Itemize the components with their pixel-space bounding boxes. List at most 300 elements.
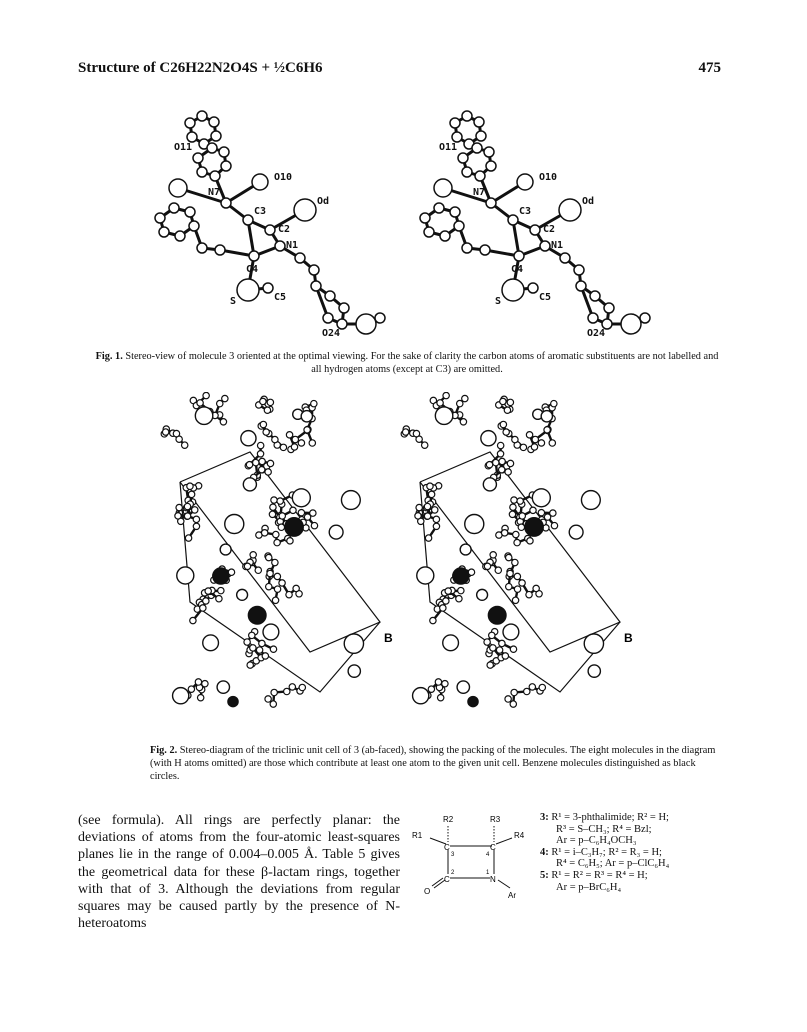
atom [173, 430, 179, 436]
atom [184, 503, 190, 509]
formula-atom-c3: C [444, 843, 450, 852]
atom [454, 221, 464, 231]
atom [529, 684, 535, 690]
atom [533, 585, 539, 591]
atom [249, 251, 259, 261]
formula-num-2: 2 [451, 870, 455, 876]
atom [265, 469, 271, 475]
atom [250, 645, 256, 651]
atom [266, 583, 272, 589]
atom [222, 395, 228, 401]
compound-4 [540, 847, 669, 870]
atom [538, 440, 544, 446]
atom [185, 535, 191, 541]
atom [311, 281, 321, 291]
formula-num-1: 1 [486, 870, 490, 876]
atom [502, 279, 524, 301]
atom [255, 567, 261, 573]
atom [497, 442, 503, 448]
atom [499, 640, 505, 646]
atom [272, 559, 278, 565]
atom [220, 419, 226, 425]
atom [193, 516, 199, 522]
atom [356, 314, 376, 334]
atom [527, 538, 533, 544]
atom [211, 131, 221, 141]
compound-5 [540, 870, 669, 893]
atom [323, 313, 333, 323]
atom [375, 313, 385, 323]
compound-number: 4: [540, 846, 549, 858]
atom [432, 507, 438, 513]
atom [295, 253, 305, 263]
ring [301, 411, 312, 422]
ring [457, 681, 469, 693]
atom [489, 632, 495, 638]
atom [209, 117, 219, 127]
atom [187, 483, 193, 489]
atom [497, 451, 503, 457]
atom [539, 684, 545, 690]
formula-label-r2: R2 [443, 815, 454, 824]
ring [483, 478, 496, 491]
compound-line: R⁴ = C₆H₅; Ar = p–ClC₆H₄ [556, 858, 670, 870]
atom [476, 131, 486, 141]
atom [264, 407, 270, 413]
atom [510, 701, 516, 707]
atom [504, 407, 510, 413]
atom [260, 398, 266, 404]
formula-label-r4: R4 [514, 831, 525, 840]
atom [511, 497, 517, 503]
atom [486, 161, 496, 171]
ring [588, 665, 600, 677]
atom-label: O10 [274, 172, 293, 183]
ring [481, 431, 496, 446]
ring [417, 567, 434, 584]
atom [474, 117, 484, 127]
atom [159, 227, 169, 237]
atom [588, 313, 598, 323]
atom [430, 617, 436, 623]
atom [559, 199, 581, 221]
atom [434, 179, 452, 197]
atom [244, 639, 250, 645]
atom [155, 213, 165, 223]
atom [437, 694, 443, 700]
atom-label: N7 [473, 187, 486, 198]
atom [261, 530, 267, 536]
atom [221, 161, 231, 171]
ring [241, 431, 256, 446]
atom [304, 427, 310, 433]
atom [246, 462, 252, 468]
atom-label: C3 [519, 206, 532, 217]
atom [237, 279, 259, 301]
ring [503, 624, 519, 640]
atom [510, 646, 516, 652]
atom [273, 531, 279, 537]
ring [541, 411, 552, 422]
atom [274, 573, 280, 579]
ring [443, 635, 459, 651]
atom [293, 585, 299, 591]
page-number: 475 [698, 60, 721, 76]
atom-label: C4 [246, 264, 259, 275]
atom [184, 513, 190, 519]
ring [465, 514, 484, 533]
atom [512, 436, 518, 442]
running-title: Structure of C26H22N2O4S + ½C6H6 [78, 60, 323, 76]
atom-label: O11 [174, 142, 193, 153]
atom [428, 686, 434, 692]
atom [260, 421, 266, 427]
atom [574, 265, 584, 275]
atom [277, 498, 283, 504]
ring [569, 525, 583, 539]
atom-label: S [495, 296, 502, 307]
atom [514, 573, 520, 579]
atom [197, 694, 203, 700]
atom [284, 688, 290, 694]
atom [176, 504, 182, 510]
atom [496, 647, 502, 653]
formula-atom-c4: C [490, 843, 496, 852]
ring [581, 491, 600, 510]
atom [526, 591, 532, 597]
atom [325, 291, 335, 301]
axis-label-b: B [624, 631, 633, 645]
atom [291, 444, 297, 450]
atom [275, 241, 285, 251]
figure-1-drawing [140, 98, 670, 348]
benzene-molecule [228, 697, 238, 707]
atom [416, 504, 422, 510]
atom-label: C3 [254, 206, 267, 217]
atom [286, 591, 292, 597]
ring [532, 489, 550, 507]
atom [270, 646, 276, 652]
atom [512, 597, 518, 603]
atom [425, 535, 431, 541]
atom [193, 523, 199, 529]
atom [462, 395, 468, 401]
atom [185, 207, 195, 217]
ring [477, 589, 488, 600]
atom [169, 179, 187, 197]
atom-label: C2 [543, 224, 556, 235]
atom-label: C5 [539, 292, 552, 303]
ring [329, 525, 343, 539]
atom [188, 686, 194, 692]
atom [266, 554, 272, 560]
atom [621, 314, 641, 334]
benzene-molecule [213, 568, 229, 584]
ring [243, 478, 256, 491]
atom [278, 524, 284, 530]
atom [532, 436, 538, 442]
atom [498, 466, 504, 472]
atom [269, 511, 275, 517]
ring [237, 589, 248, 600]
figure-2-caption-label: Fig. 2. [150, 745, 178, 756]
ring [220, 544, 231, 555]
atom [519, 513, 525, 519]
atom [287, 538, 293, 544]
atom [506, 583, 512, 589]
atom [434, 203, 444, 213]
atom [187, 132, 197, 142]
atom [435, 679, 441, 685]
atom [551, 400, 557, 406]
atom [203, 598, 209, 604]
atom [440, 231, 450, 241]
benzene-molecule [453, 568, 469, 584]
atom [538, 509, 544, 515]
atom [162, 429, 168, 435]
atom [415, 513, 421, 519]
axis-label-b: B [384, 631, 393, 645]
atom [272, 597, 278, 603]
compound-line: R¹ = R² = R³ = R⁴ = H; [551, 869, 648, 881]
atom [259, 458, 265, 464]
atom [520, 444, 526, 450]
figure-2-drawing [150, 392, 650, 732]
benzene-molecule [468, 697, 478, 707]
atom [517, 174, 533, 190]
atom [267, 399, 273, 405]
atom-label: O10 [539, 172, 558, 183]
atom [210, 171, 220, 181]
atom [298, 509, 304, 515]
atom-label: Od [317, 196, 330, 207]
atom [518, 524, 524, 530]
ring [177, 567, 194, 584]
atom [490, 552, 496, 558]
atom [289, 684, 295, 690]
ring [173, 688, 189, 704]
formula-drawing [410, 808, 530, 908]
unit-cell-edge [180, 452, 380, 652]
atom [526, 432, 532, 438]
atom-label: N1 [551, 240, 564, 251]
atom [197, 111, 207, 121]
benzene-molecule [285, 518, 303, 536]
atom [270, 504, 276, 510]
atom [458, 153, 468, 163]
atom [499, 458, 505, 464]
benzene-molecule [248, 606, 266, 624]
atom [262, 653, 268, 659]
atom [512, 559, 518, 565]
atom [486, 462, 492, 468]
ring [217, 681, 229, 693]
atom [519, 580, 525, 586]
atom-label: O24 [322, 328, 341, 339]
atom-label: C5 [274, 292, 287, 303]
atom [475, 171, 485, 181]
atom-label: C2 [278, 224, 291, 235]
ring [292, 489, 310, 507]
atom [185, 118, 195, 128]
atom [531, 444, 537, 450]
atom [484, 563, 490, 569]
atom [249, 632, 255, 638]
atom [292, 436, 298, 442]
atom-label: N7 [208, 187, 221, 198]
atom [486, 198, 496, 208]
formula-atom-c2: C [444, 875, 450, 884]
ring [460, 544, 471, 555]
atom [267, 570, 273, 576]
compound-line: Ar = p–C₆H₄OCH₃ [556, 835, 637, 847]
atom [550, 510, 556, 516]
atom [505, 469, 511, 475]
figure-2-caption [150, 744, 720, 783]
atom [265, 696, 271, 702]
atom [258, 466, 264, 472]
ring [344, 634, 363, 653]
atom [294, 199, 316, 221]
atom [207, 143, 217, 153]
atom [460, 419, 466, 425]
atom [290, 507, 296, 513]
ring [225, 514, 244, 533]
atom [440, 605, 446, 611]
atom [437, 400, 443, 406]
atom [243, 215, 253, 225]
atom-label: O11 [439, 142, 458, 153]
atom [457, 400, 463, 406]
atom [428, 491, 434, 497]
atom [270, 701, 276, 707]
atom [420, 213, 430, 223]
atom [513, 531, 519, 537]
atom [540, 241, 550, 251]
compound-list [540, 812, 669, 893]
atom [216, 596, 222, 602]
atom [193, 153, 203, 163]
atom [604, 303, 614, 313]
atom [339, 303, 349, 313]
ring [348, 665, 360, 677]
atom [274, 586, 280, 592]
atom [200, 605, 206, 611]
ring [413, 688, 429, 704]
atom [182, 442, 188, 448]
atom [462, 167, 472, 177]
atom [217, 400, 223, 406]
atom [462, 111, 472, 121]
figure-1-caption-text: Stereo-view of molecule 3 oriented at the optimal viewing. For the sake of clarity the carbon atoms of aromatic substituents are not labelled and all hydrogen atoms (except at C3) are omitted. [125, 351, 719, 375]
atom [257, 442, 263, 448]
ring [203, 635, 219, 651]
atom [508, 215, 518, 225]
atom [510, 504, 516, 510]
atom [205, 588, 211, 594]
atom [530, 225, 540, 235]
atom [197, 167, 207, 177]
atom [507, 399, 513, 405]
atom [500, 421, 506, 427]
compound-line: R³ = S–CH₃; R⁴ = Bzl; [556, 823, 652, 835]
formula-label-r1: R1 [412, 831, 423, 840]
ring [263, 624, 279, 640]
figure-1-caption [92, 350, 722, 376]
atom [500, 398, 506, 404]
atom [274, 539, 280, 545]
atom [422, 442, 428, 448]
atom [271, 689, 277, 695]
atom [413, 430, 419, 436]
formula-atom-o: O [424, 887, 431, 896]
atom [551, 522, 557, 528]
atom [263, 283, 273, 293]
figure-1-caption-label: Fig. 1. [95, 351, 123, 362]
atom [169, 203, 179, 213]
figure-2-stereo-packing [150, 392, 650, 732]
atom [514, 586, 520, 592]
atom [252, 174, 268, 190]
atom [502, 653, 508, 659]
atom [259, 640, 265, 646]
body-paragraph: (see formula). All rings are perfectly planar: the deviations of atoms from the four-atomic least-squares planes lie in the range of 0.004–0.005 Å. Table 5 gives the geometrical data for these β-lactam rings, together with that of 3. Although the deviations from regular squares may be caused partly by the presence of N-heteroatoms [78, 813, 400, 932]
beta-lactam-formula [410, 808, 530, 913]
atom-label: Od [582, 196, 595, 207]
atom [271, 497, 277, 503]
atom [215, 245, 225, 255]
atom [433, 516, 439, 522]
compound-3 [540, 812, 669, 847]
formula-num-4: 4 [486, 852, 490, 858]
formula-atom-n1: N [490, 875, 496, 884]
atom [188, 491, 194, 497]
atom [279, 513, 285, 519]
compound-number: 5: [540, 869, 549, 881]
atom [433, 523, 439, 529]
atom [218, 587, 224, 593]
compound-number: 3: [540, 812, 549, 823]
ring [584, 634, 603, 653]
atom [195, 679, 201, 685]
atom [256, 647, 262, 653]
atom [524, 688, 530, 694]
atom [450, 207, 460, 217]
atom-label: N1 [286, 240, 299, 251]
atom-label: O24 [587, 328, 606, 339]
atom [445, 588, 451, 594]
atom [221, 198, 231, 208]
atom [514, 251, 524, 261]
atom [443, 392, 449, 398]
compound-line: R¹ = i–C₃H₇; R² = R₃ = H; [551, 846, 662, 858]
benzene-molecule [525, 518, 543, 536]
formula-label-r3: R3 [490, 815, 501, 824]
atom [272, 436, 278, 442]
atom [310, 510, 316, 516]
atom [640, 313, 650, 323]
atom [506, 554, 512, 560]
atom [265, 225, 275, 235]
atom [458, 587, 464, 593]
atom-label: S [230, 296, 237, 307]
atom [530, 507, 536, 513]
figure-1-stereo-view [140, 98, 670, 348]
atom [197, 400, 203, 406]
atom [192, 507, 198, 513]
compound-line: R¹ = 3-phthalimide; R² = H; [551, 812, 669, 823]
atom [487, 662, 493, 668]
